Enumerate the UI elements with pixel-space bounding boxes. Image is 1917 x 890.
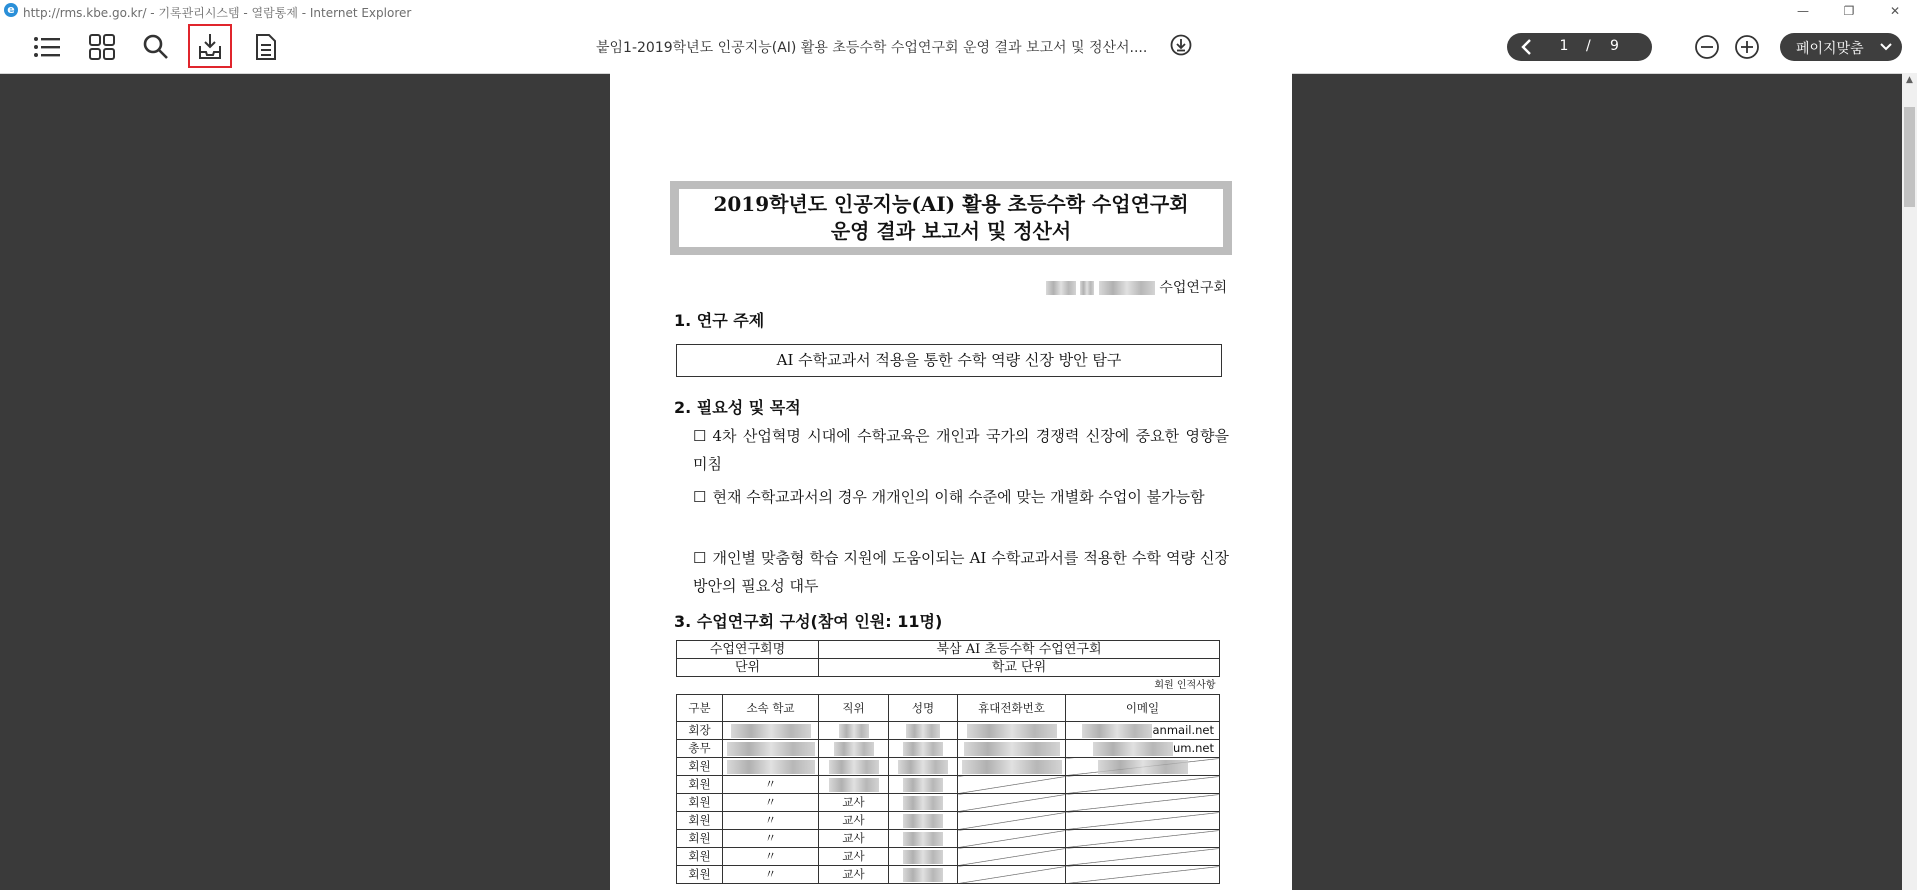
- ie-logo-icon: e: [4, 3, 18, 17]
- name-cell: [889, 866, 958, 884]
- member-table: [676, 640, 1220, 884]
- school-cell: 〃: [723, 776, 819, 794]
- header-cell: 성명: [889, 695, 958, 722]
- organization-line: [1046, 277, 1227, 297]
- page-navigator: [1507, 33, 1652, 61]
- phone-cell: [958, 848, 1066, 866]
- name-cell: [889, 830, 958, 848]
- role-cell: 회원: [677, 776, 723, 794]
- next-page-icon[interactable]: [1647, 37, 1667, 57]
- unit-label: 단위: [677, 659, 819, 677]
- table-row: [677, 830, 1220, 848]
- table-row: [677, 848, 1220, 866]
- fit-page-dropdown[interactable]: [1780, 33, 1902, 61]
- position-cell: 교사: [819, 848, 889, 866]
- role-cell: 회원: [677, 830, 723, 848]
- position-cell: 교사: [819, 794, 889, 812]
- section-3-heading: 3. 수업연구회 구성(참여 인원: 11명): [674, 612, 943, 631]
- page-separator: /: [1586, 38, 1591, 54]
- download-circle-icon[interactable]: [1170, 34, 1192, 56]
- bullet-item: [693, 544, 1229, 600]
- header-cell: 소속 학교: [723, 695, 819, 722]
- checkbox-bullet-icon: ☐: [693, 549, 707, 567]
- email-cell: [1066, 758, 1220, 776]
- report-title-line2: 운영 결과 보고서 및 정산서: [830, 219, 1072, 243]
- window-title-bar: [0, 0, 1917, 22]
- phone-cell: [958, 722, 1066, 740]
- email-cell: [1066, 776, 1220, 794]
- checkbox-bullet-icon: ☐: [693, 427, 707, 445]
- phone-cell: [958, 776, 1066, 794]
- table-row: [677, 722, 1220, 740]
- name-cell: [889, 776, 958, 794]
- school-cell: 〃: [723, 794, 819, 812]
- email-cell: [1066, 848, 1220, 866]
- title-frame: [670, 181, 1232, 255]
- school-cell: [723, 758, 819, 776]
- section-1-heading: 1. 연구 주제: [674, 311, 765, 330]
- table-row: [677, 866, 1220, 884]
- position-cell: [819, 722, 889, 740]
- unit-value: 학교 단위: [819, 659, 1220, 677]
- role-cell: 회원: [677, 848, 723, 866]
- name-cell: [889, 812, 958, 830]
- school-cell: 〃: [723, 812, 819, 830]
- position-cell: [819, 740, 889, 758]
- email-cell: um.net: [1066, 740, 1220, 758]
- school-cell: 〃: [723, 866, 819, 884]
- email-cell: [1066, 812, 1220, 830]
- header-cell: 구분: [677, 695, 723, 722]
- position-cell: 교사: [819, 812, 889, 830]
- table-row: [677, 776, 1220, 794]
- zoom-out-icon[interactable]: [1695, 35, 1719, 59]
- phone-cell: [958, 866, 1066, 884]
- position-cell: [819, 776, 889, 794]
- bullet-text: 현재 수학교과서의 경우 개개인의 이해 수준에 맞는 개별화 수업이 불가능함: [712, 488, 1205, 506]
- school-cell: [723, 722, 819, 740]
- school-cell: [723, 740, 819, 758]
- position-cell: [819, 758, 889, 776]
- scroll-up-icon[interactable]: ▲: [1906, 75, 1913, 85]
- bullet-text: 4차 산업혁명 시대에 수학교육은 개인과 국가의 경쟁력 신장에 중요한 영향을 미침: [693, 427, 1229, 473]
- phone-cell: [958, 758, 1066, 776]
- total-pages: 9: [1610, 38, 1619, 54]
- chevron-down-icon: [1880, 42, 1892, 52]
- email-cell: anmail.net: [1066, 722, 1220, 740]
- bullet-item: [693, 483, 1229, 511]
- phone-cell: [958, 794, 1066, 812]
- role-cell: 회장: [677, 722, 723, 740]
- name-cell: [889, 758, 958, 776]
- email-cell: [1066, 794, 1220, 812]
- current-page[interactable]: 1: [1559, 38, 1569, 54]
- role-cell: 회원: [677, 758, 723, 776]
- search-icon[interactable]: [139, 30, 173, 64]
- document-page: [610, 73, 1292, 890]
- phone-cell: [958, 812, 1066, 830]
- fit-page-label: 페이지맞춤: [1796, 41, 1864, 57]
- viewer-toolbar: [0, 22, 1917, 74]
- report-title-line1: 2019학년도 인공지능(AI) 활용 초등수학 수업연구회: [713, 192, 1189, 216]
- school-cell: 〃: [723, 848, 819, 866]
- phone-cell: [958, 830, 1066, 848]
- vertical-scrollbar[interactable]: [1902, 73, 1917, 890]
- table-row: [677, 794, 1220, 812]
- club-name-value: 북삼 AI 초등수학 수업연구회: [819, 641, 1220, 659]
- prev-page-icon[interactable]: [1517, 37, 1537, 57]
- name-cell: [889, 794, 958, 812]
- role-cell: 회원: [677, 794, 723, 812]
- bullet-text: 개인별 맞춤형 학습 지원에 도움이되는 AI 수학교과서를 적용한 수학 역량 신장 방안의 필요성 대두: [693, 549, 1229, 595]
- role-cell: 총무: [677, 740, 723, 758]
- document-icon[interactable]: [249, 30, 283, 64]
- header-cell: 직위: [819, 695, 889, 722]
- zoom-in-icon[interactable]: [1735, 35, 1759, 59]
- name-cell: [889, 848, 958, 866]
- report-title: [679, 189, 1223, 247]
- member-info-note: 회원 인적사항: [677, 677, 1220, 695]
- email-cell: [1066, 830, 1220, 848]
- name-cell: [889, 740, 958, 758]
- minimize-button[interactable]: —: [1797, 4, 1809, 18]
- position-cell: 교사: [819, 830, 889, 848]
- grid-icon[interactable]: [85, 30, 119, 64]
- position-cell: 교사: [819, 866, 889, 884]
- header-cell: 이메일: [1066, 695, 1220, 722]
- table-row: [677, 812, 1220, 830]
- phone-cell: [958, 740, 1066, 758]
- table-row: [677, 758, 1220, 776]
- document-title: 붙임1-2019학년도 인공지능(AI) 활용 초등수학 수업연구회 운영 결과 보고서 및 정산서....: [596, 40, 1148, 56]
- list-icon[interactable]: [30, 30, 64, 64]
- scroll-thumb[interactable]: [1904, 107, 1915, 207]
- organization-suffix: 수업연구회: [1159, 280, 1227, 296]
- name-cell: [889, 722, 958, 740]
- section-2-heading: 2. 필요성 및 목적: [674, 398, 801, 417]
- header-cell: 휴대전화번호: [958, 695, 1066, 722]
- table-row: [677, 740, 1220, 758]
- bullet-item: [693, 422, 1229, 478]
- restore-button[interactable]: ❐: [1843, 4, 1855, 18]
- role-cell: 회원: [677, 812, 723, 830]
- checkbox-bullet-icon: ☐: [693, 488, 707, 506]
- role-cell: 회원: [677, 866, 723, 884]
- window-title: http://rms.kbe.go.kr/ - 기록관리시스템 - 열람통제 - Internet Explorer: [23, 6, 412, 20]
- email-cell: [1066, 866, 1220, 884]
- table-header-row: [677, 695, 1220, 722]
- research-topic: AI 수학교과서 적용을 통한 수학 역량 신장 방안 탐구: [676, 344, 1222, 377]
- close-button[interactable]: ✕: [1889, 4, 1901, 18]
- school-cell: 〃: [723, 830, 819, 848]
- download-tray-icon[interactable]: [188, 24, 232, 68]
- club-name-label: 수업연구회명: [677, 641, 819, 659]
